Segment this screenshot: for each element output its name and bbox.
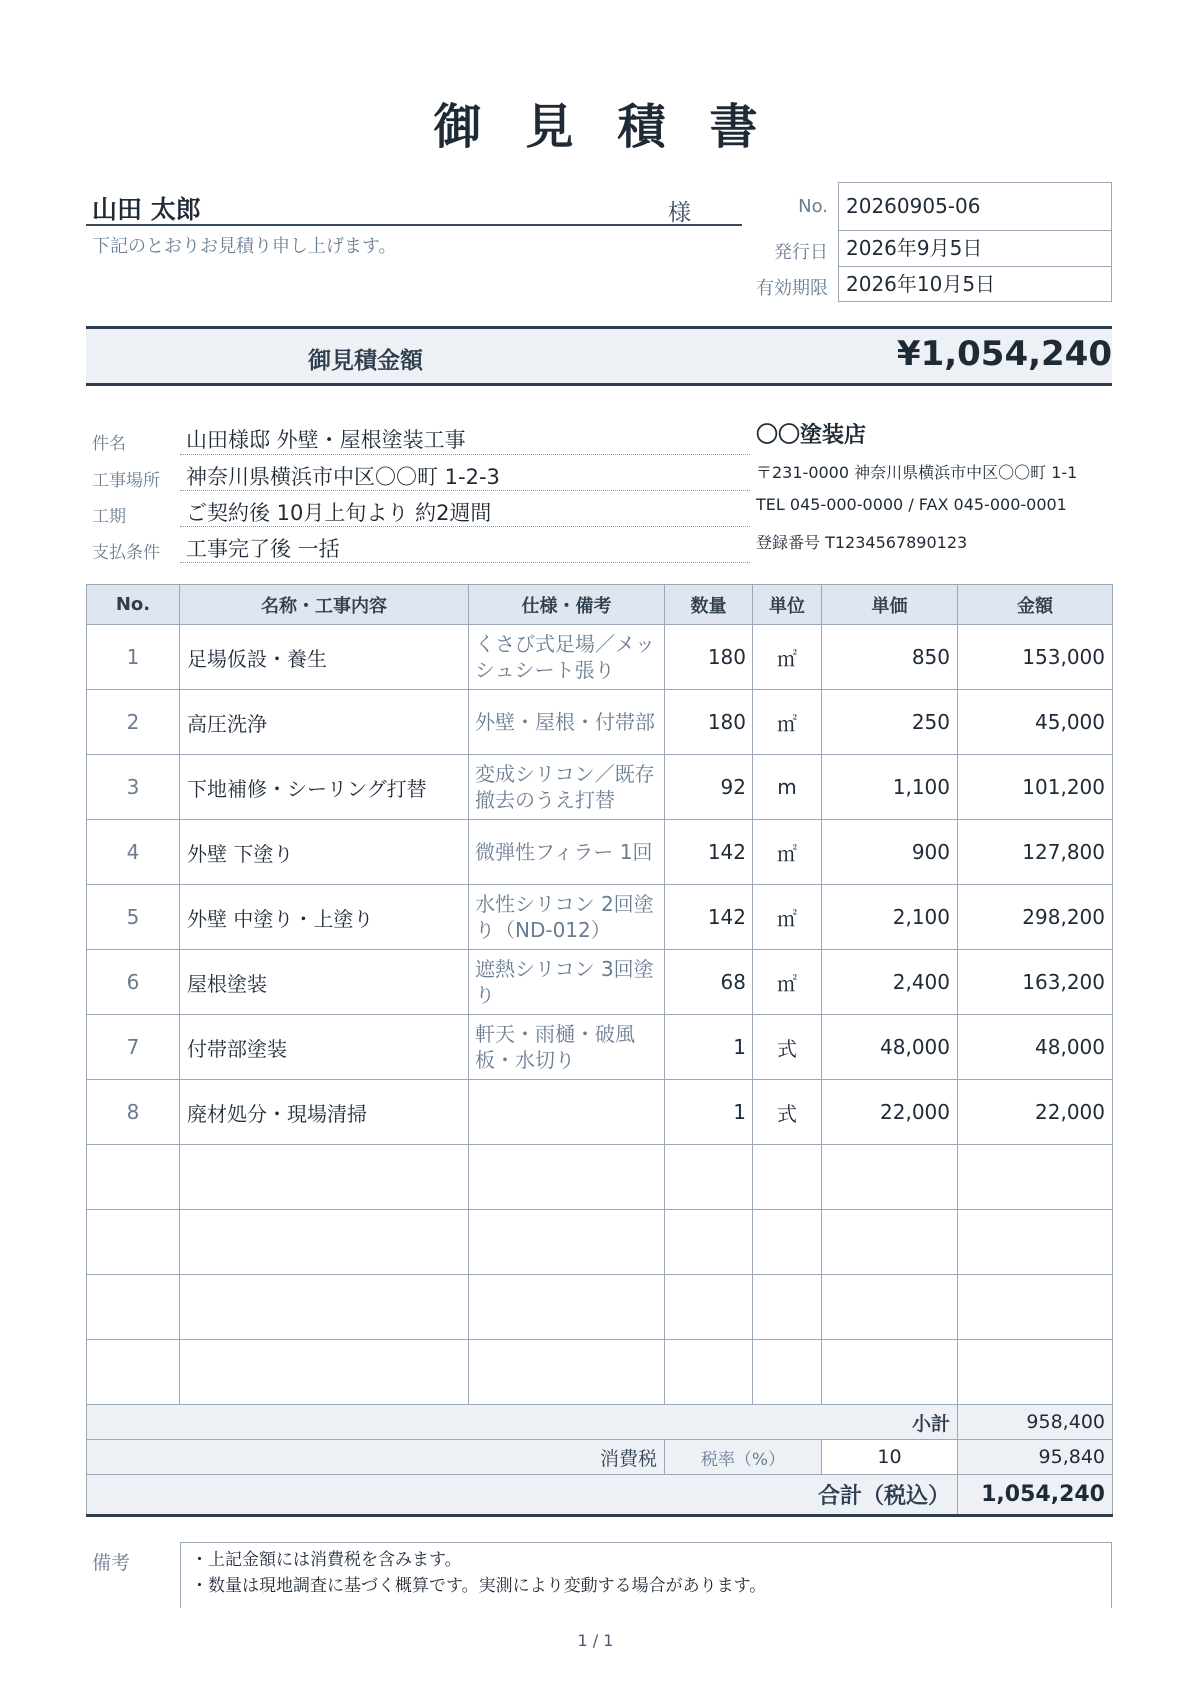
meta-label-issue-date: 発行日	[774, 242, 828, 263]
company-address: 〒231-0000 神奈川県横浜市中区〇〇町 1-1	[756, 463, 1078, 482]
notes-label: 備考	[92, 1552, 131, 1574]
column-header-no: No.	[87, 585, 180, 625]
empty-row	[87, 1340, 1113, 1405]
empty-row	[87, 1145, 1113, 1210]
tax-rate-label: 税率（%）	[665, 1440, 822, 1475]
meta-label-number: No.	[798, 196, 828, 217]
row-amount: 127,800	[958, 820, 1113, 885]
row-unit-price: 2,400	[822, 950, 958, 1015]
tax-row	[87, 1440, 1113, 1475]
row-spec: くさび式足場／メッシュシート張り	[469, 625, 665, 690]
column-header-unit: 単位	[753, 585, 822, 625]
row-no: 4	[87, 820, 180, 885]
grand-total-row	[87, 1475, 1113, 1516]
row-spec: 水性シリコン 2回塗り（ND-012）	[469, 885, 665, 950]
estimate-items-table	[86, 584, 1113, 1517]
row-quantity: 1	[665, 1080, 753, 1145]
row-name: 外壁 下塗り	[180, 820, 469, 885]
info-label-period: 工期	[92, 507, 126, 527]
row-unit: ㎡	[753, 820, 822, 885]
table-row	[87, 625, 1113, 690]
row-unit-price: 2,100	[822, 885, 958, 950]
meta-value-issue-date: 2026年9月5日	[838, 230, 1112, 266]
row-unit: ㎡	[753, 885, 822, 950]
row-amount: 48,000	[958, 1015, 1113, 1080]
row-no: 5	[87, 885, 180, 950]
tax-value: 95,840	[958, 1440, 1113, 1475]
row-name: 屋根塗装	[180, 950, 469, 1015]
grand-total-label: 合計（税込）	[87, 1475, 958, 1516]
row-unit-price: 1,100	[822, 755, 958, 820]
row-amount: 163,200	[958, 950, 1113, 1015]
row-name: 廃材処分・現場清掃	[180, 1080, 469, 1145]
info-label-payment: 支払条件	[92, 543, 160, 563]
row-unit-price: 250	[822, 690, 958, 755]
column-header-spec: 仕様・備考	[469, 585, 665, 625]
info-divider	[180, 454, 750, 455]
info-divider	[180, 490, 750, 491]
row-name: 付帯部塗装	[180, 1015, 469, 1080]
row-quantity: 92	[665, 755, 753, 820]
table-row	[87, 1080, 1113, 1145]
column-header-name: 名称・工事内容	[180, 585, 469, 625]
row-spec: 変成シリコン／既存撤去のうえ打替	[469, 755, 665, 820]
row-quantity: 180	[665, 690, 753, 755]
meta-value-number: 20260905-06	[838, 182, 1112, 230]
intro-text: 下記のとおりお見積り申し上げます。	[92, 236, 397, 257]
row-no: 8	[87, 1080, 180, 1145]
row-unit: ㎡	[753, 625, 822, 690]
recipient-name: 山田 太郎	[92, 195, 201, 224]
row-no: 2	[87, 690, 180, 755]
info-value-site: 神奈川県横浜市中区〇〇町 1-2-3	[186, 465, 500, 489]
row-quantity: 68	[665, 950, 753, 1015]
row-unit: 式	[753, 1015, 822, 1080]
notes-line: ・上記金額には消費税を含みます。	[191, 1550, 462, 1570]
row-quantity: 180	[665, 625, 753, 690]
row-unit-price: 22,000	[822, 1080, 958, 1145]
row-quantity: 1	[665, 1015, 753, 1080]
table-row	[87, 950, 1113, 1015]
row-spec: 微弾性フィラー 1回	[469, 820, 665, 885]
subtotal-value: 958,400	[958, 1405, 1113, 1440]
notes-line: ・数量は現地調査に基づく概算です。実測により変動する場合があります。	[191, 1576, 767, 1596]
table-row	[87, 820, 1113, 885]
row-name: 高圧洗浄	[180, 690, 469, 755]
table-row	[87, 885, 1113, 950]
grand-total-value: 1,054,240	[958, 1475, 1113, 1516]
row-no: 7	[87, 1015, 180, 1080]
estimate-total-value: ¥1,054,240	[896, 334, 1112, 374]
info-divider	[180, 562, 750, 563]
table-row	[87, 755, 1113, 820]
subtotal-row	[87, 1405, 1113, 1440]
column-header-amount: 金額	[958, 585, 1113, 625]
row-amount: 101,200	[958, 755, 1113, 820]
info-label-site: 工事場所	[92, 471, 160, 491]
table-header-row	[87, 585, 1113, 625]
empty-row	[87, 1210, 1113, 1275]
info-divider	[180, 526, 750, 527]
estimate-total-label: 御見積金額	[308, 348, 423, 374]
subtotal-label: 小計	[87, 1405, 958, 1440]
row-no: 3	[87, 755, 180, 820]
row-no: 6	[87, 950, 180, 1015]
column-header-quantity: 数量	[665, 585, 753, 625]
tax-label: 消費税	[87, 1440, 665, 1475]
column-header-unit-price: 単価	[822, 585, 958, 625]
row-unit: ㎡	[753, 950, 822, 1015]
company-registration: 登録番号 T1234567890123	[756, 533, 968, 552]
row-unit-price: 48,000	[822, 1015, 958, 1080]
row-spec: 軒天・雨樋・破風板・水切り	[469, 1015, 665, 1080]
row-unit-price: 850	[822, 625, 958, 690]
row-amount: 298,200	[958, 885, 1113, 950]
row-unit: 式	[753, 1080, 822, 1145]
table-row	[87, 1015, 1113, 1080]
page-number: 1 / 1	[577, 1631, 614, 1650]
row-quantity: 142	[665, 885, 753, 950]
meta-value-valid-until: 2026年10月5日	[838, 266, 1112, 302]
row-unit: ㎡	[753, 690, 822, 755]
row-name: 下地補修・シーリング打替	[180, 755, 469, 820]
row-quantity: 142	[665, 820, 753, 885]
row-spec: 遮熱シリコン 3回塗り	[469, 950, 665, 1015]
info-value-subject: 山田様邸 外壁・屋根塗装工事	[186, 428, 466, 452]
tax-rate-value: 10	[822, 1440, 958, 1475]
row-spec: 外壁・屋根・付帯部	[469, 690, 665, 755]
empty-row	[87, 1275, 1113, 1340]
table-row	[87, 690, 1113, 755]
row-name: 外壁 中塗り・上塗り	[180, 885, 469, 950]
row-no: 1	[87, 625, 180, 690]
notes-box	[180, 1542, 1112, 1608]
company-phone: TEL 045-000-0000 / FAX 045-000-0001	[756, 495, 1067, 514]
info-value-period: ご契約後 10月上旬より 約2週間	[186, 501, 492, 525]
meta-label-valid-until: 有効期限	[756, 278, 828, 299]
row-amount: 45,000	[958, 690, 1113, 755]
row-unit: m	[753, 755, 822, 820]
company-name: 〇〇塗装店	[756, 423, 867, 448]
row-spec	[469, 1080, 665, 1145]
document-title: 御見積書	[433, 99, 802, 155]
info-value-payment: 工事完了後 一括	[186, 537, 340, 561]
row-unit-price: 900	[822, 820, 958, 885]
info-label-subject: 件名	[92, 434, 126, 454]
honorific: 様	[668, 200, 691, 226]
row-amount: 22,000	[958, 1080, 1113, 1145]
recipient-underline	[86, 224, 742, 226]
row-name: 足場仮設・養生	[180, 625, 469, 690]
row-amount: 153,000	[958, 625, 1113, 690]
